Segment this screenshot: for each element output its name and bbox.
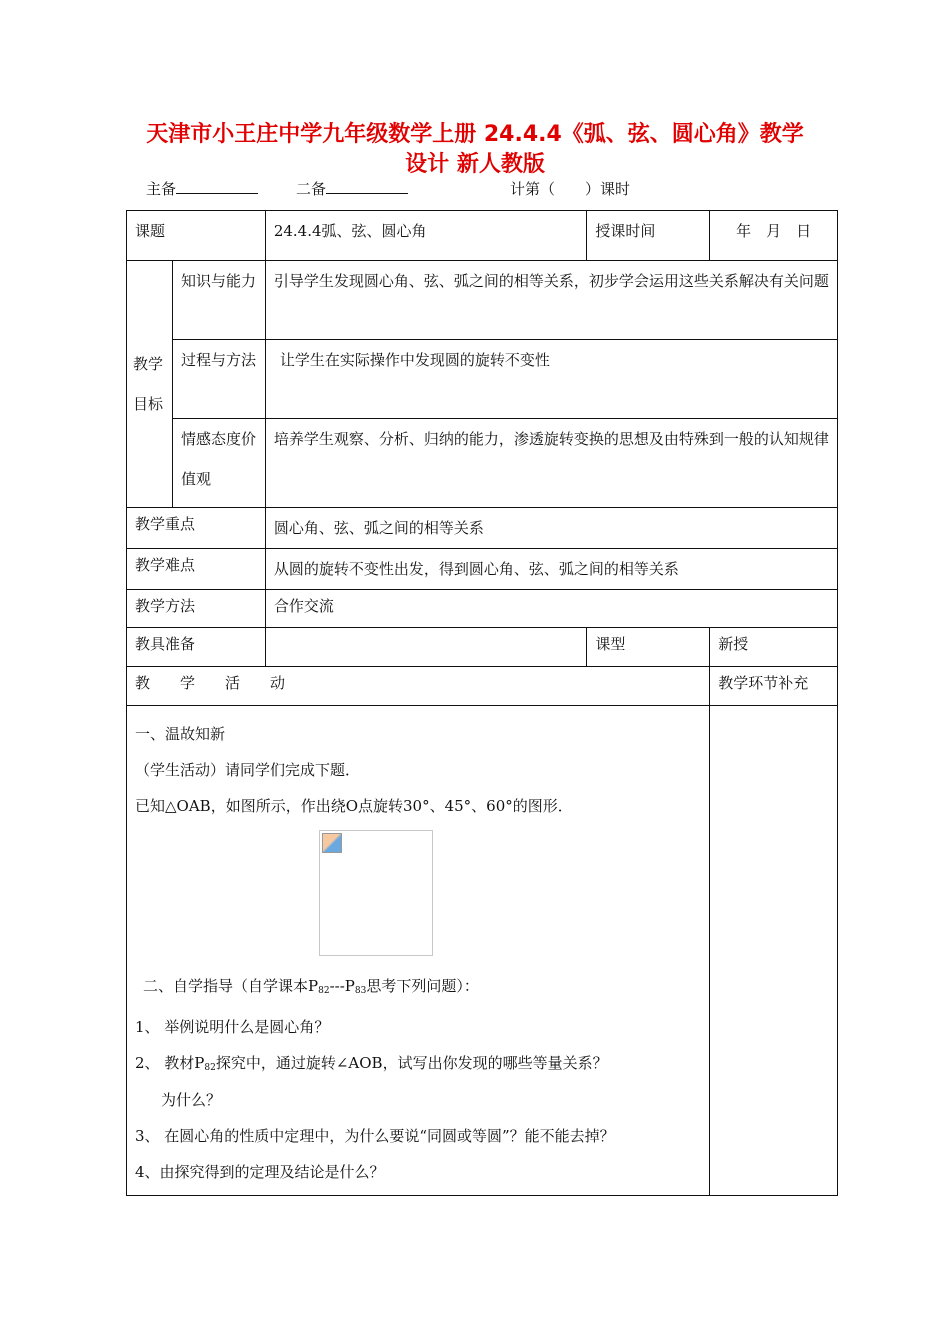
key-label: 教学重点 (127, 508, 266, 549)
prep1-label: 主备 (146, 180, 177, 198)
row-method (127, 590, 838, 628)
row-activity-body (127, 706, 838, 1196)
student-activity-text: （学生活动）请同学们完成下题． (135, 761, 361, 779)
type-label: 课型 (587, 628, 710, 667)
goals-label (127, 261, 173, 508)
supplement-header: 教学环节补充 (710, 667, 838, 706)
supplement-content (710, 706, 838, 1196)
row-goal-3 (127, 419, 838, 508)
question-4: 4、由探究得到的定理及结论是什么？ (135, 1163, 385, 1181)
difficulty-text: 从圆的旋转不变性出发，得到圆心角、弦、弧之间的相等关系 (265, 549, 837, 590)
rotation-problem-text: 已知△OAB，如图所示，作出绕O点旋转30°、45°、60°的图形． (135, 797, 573, 815)
row-goal-2 (127, 340, 838, 419)
title-line-1: 天津市小王庄中学九年级数学上册 24.4.4《弧、弦、圆心角》教学 (146, 122, 804, 147)
activity-content (127, 706, 710, 1196)
time-label: 授课时间 (587, 211, 710, 261)
row-activity-header (127, 667, 838, 706)
activity-header: 教 学 活 动 (127, 667, 710, 706)
goal2-label: 过程与方法 (172, 340, 265, 419)
method-text: 合作交流 (265, 590, 837, 628)
figure-placeholder (319, 830, 433, 956)
prep2 (296, 178, 408, 199)
prep2-label: 二备 (296, 180, 327, 198)
question-2: 2、 教材$P_{82}$探究中，通过旋转∠AOB，试写出你发现的哪些等量关系？ (135, 1054, 608, 1073)
row-tools (127, 628, 838, 667)
prep2-blank (326, 179, 408, 194)
tools-text (265, 628, 587, 667)
goal1-text: 引导学生发现圆心角、弦、弧之间的相等关系，初步学会运用这些关系解决有关问题 (265, 261, 837, 340)
question-1: 1、 举例说明什么是圆心角？ (135, 1018, 330, 1036)
tools-label: 教具准备 (127, 628, 266, 667)
goal3-text: 培养学生观察、分析、归纳的能力，渗透旋转变换的思想及由特殊到一般的认知规律 (265, 419, 837, 508)
period-label: 计第（ ）课时 (510, 180, 631, 198)
method-label: 教学方法 (127, 590, 266, 628)
goals-label-2: 目标 (133, 395, 164, 413)
topic-value: 24.4.4弧、弦、圆心角 (265, 211, 587, 261)
row-key (127, 508, 838, 549)
row-goal-1 (127, 261, 838, 340)
title-line-2: 设计 新人教版 (405, 152, 545, 177)
lesson-table (126, 210, 838, 1196)
goal1-label: 知识与能力 (172, 261, 265, 340)
key-text: 圆心角、弦、弧之间的相等关系 (265, 508, 837, 549)
date-value: 年 月 日 (710, 211, 838, 261)
question-2-continued: 为什么？ (161, 1091, 222, 1109)
goal2-text: 让学生在实际操作中发现圆的旋转不变性 (265, 340, 837, 419)
row-topic (127, 211, 838, 261)
document-title (120, 120, 830, 180)
type-value: 新授 (710, 628, 838, 667)
prep1-blank (176, 179, 258, 194)
section-1-heading: 一、温故知新 (135, 725, 226, 743)
broken-image-icon (322, 833, 342, 853)
goal3-label: 情感态度价值观 (172, 419, 265, 508)
difficulty-label: 教学难点 (127, 549, 266, 590)
prep1 (146, 178, 258, 199)
goals-label-1: 教学 (133, 355, 164, 373)
question-3: 3、 在圆心角的性质中定理中，为什么要说“同圆或等圆”？能不能去掉？ (135, 1127, 615, 1145)
section-2-heading: 二、自学指导（自学课本$P_{82}---P_{83}$思考下列问题）： (143, 977, 479, 996)
topic-label: 课题 (127, 211, 266, 261)
row-difficulty (127, 549, 838, 590)
